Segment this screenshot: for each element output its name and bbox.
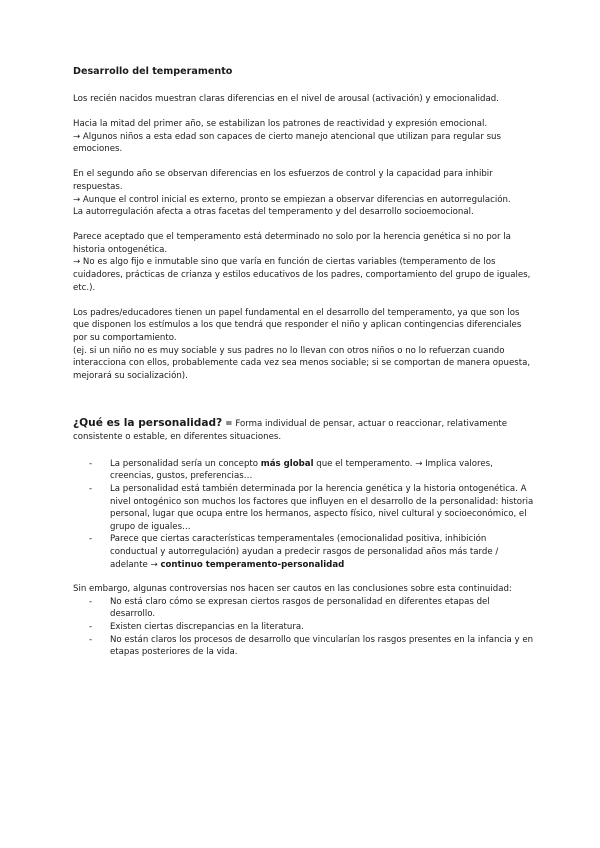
section-title: Desarrollo del temperamento bbox=[73, 66, 233, 77]
paragraph-newborns: Los recién nacidos muestran claras diferencias en el nivel de arousal (activación) y emocionalidad. bbox=[73, 94, 499, 104]
paragraph-line: → Algunos niños a esta edad son capaces de cierto manejo atencional que utilizan para regular sus emociones. bbox=[73, 131, 501, 155]
paragraph-second-year bbox=[73, 168, 535, 218]
list-item: - Existen ciertas discrepancias en la literatura. bbox=[89, 621, 304, 632]
paragraph-line: Parece aceptado que el temperamento está determinado no solo por la herencia genética si no por la historia ontogenética. bbox=[73, 232, 511, 255]
list-item: - La personalidad sería un concepto más global que el temperamento. → Implica valores, creencias, gustos, preferencias… bbox=[89, 458, 493, 482]
dash-marker: - bbox=[89, 483, 93, 494]
definition-text: Forma individual de pensar, actuar o reaccionar, relativamente consistente o estable, en diferentes situaciones. bbox=[73, 418, 508, 442]
dash-marker: - bbox=[89, 621, 93, 632]
paragraph-line: Los padres/educadores tienen un papel fundamental en el desarrollo del temperamento, ya que son los que disponen los estímulos a los que tendrá que responder el niño y aplican contingencias diferenciales por su comportamiento. bbox=[73, 307, 522, 343]
dash-marker: - bbox=[89, 596, 93, 607]
personality-definition bbox=[73, 417, 535, 444]
paragraph-line: La autorregulación afecta a otras facetas del temperamento y del desarrollo socioemocional. bbox=[73, 207, 474, 218]
paragraph-line: → No es algo fijo e inmutable sino que varía en función de ciertas variables (temperamento de los cuidadores, prácticas de crianza y estilos educativos de los padres, comportamiento del grupo de iguales, etc.). bbox=[73, 257, 531, 293]
paragraph-parents bbox=[73, 307, 535, 383]
paragraph-heritage bbox=[73, 231, 535, 294]
list-item: - No está claro cómo se expresan ciertos rasgos de personalidad en diferentes etapas del desarrollo. bbox=[89, 596, 490, 620]
paragraph-line: En el segundo año se observan diferencias en los esfuerzos de control y la capacidad para inhibir respuestas. bbox=[73, 169, 493, 192]
equals-sign: = bbox=[222, 418, 236, 429]
dash-marker: - bbox=[89, 458, 93, 469]
controversies-list bbox=[73, 596, 535, 659]
paragraph-line: → Aunque el control inicial es externo, pronto se empiezan a observar diferencias en autorregulación. bbox=[73, 194, 511, 205]
paragraph-line: (ej. si un niño no es muy sociable y sus padres no lo llevan con otros niños o no lo refuerzan cuando interacciona con ellos, probablemente cada vez sea menos sociable; si se comportan de manera opuesta, mejorará su socialización). bbox=[73, 345, 531, 381]
paragraph-first-year bbox=[73, 118, 535, 156]
paragraph-line: Hacia la mitad del primer año, se estabilizan los patrones de reactividad y expresión emocional. bbox=[73, 119, 488, 130]
dash-marker: - bbox=[89, 634, 93, 645]
dash-marker: - bbox=[89, 534, 93, 545]
personality-bullet-list bbox=[73, 458, 535, 571]
personality-heading: ¿Qué es la personalidad? bbox=[73, 416, 223, 429]
list-item: - No están claros los procesos de desarrollo que vincularían los rasgos presentes en la infancia y en etapas posteriores de la vida. bbox=[89, 634, 534, 658]
list-item: - La personalidad está también determinada por la herencia genética y la historia ontogenética. A nivel ontogénico son muchos los factores que influyen en el desarrollo de la personalidad: historia personal, lugar que ocupa entre los hermanos, aspecto físico, nivel cultural y socioeconómico, el grupo de iguales… bbox=[89, 483, 534, 532]
document-content bbox=[73, 66, 535, 671]
list-item: - Parece que ciertas características temperamentales (emocionalidad positiva, inhibición conductual y autorregulación) ayudan a predecir rasgos de personalidad años más tarde / adelante → continuo temperamento-personalidad bbox=[89, 534, 499, 570]
controversies-intro: Sin embargo, algunas controversias nos hacen ser cautos en las conclusiones sobre esta continuidad: bbox=[73, 584, 512, 595]
